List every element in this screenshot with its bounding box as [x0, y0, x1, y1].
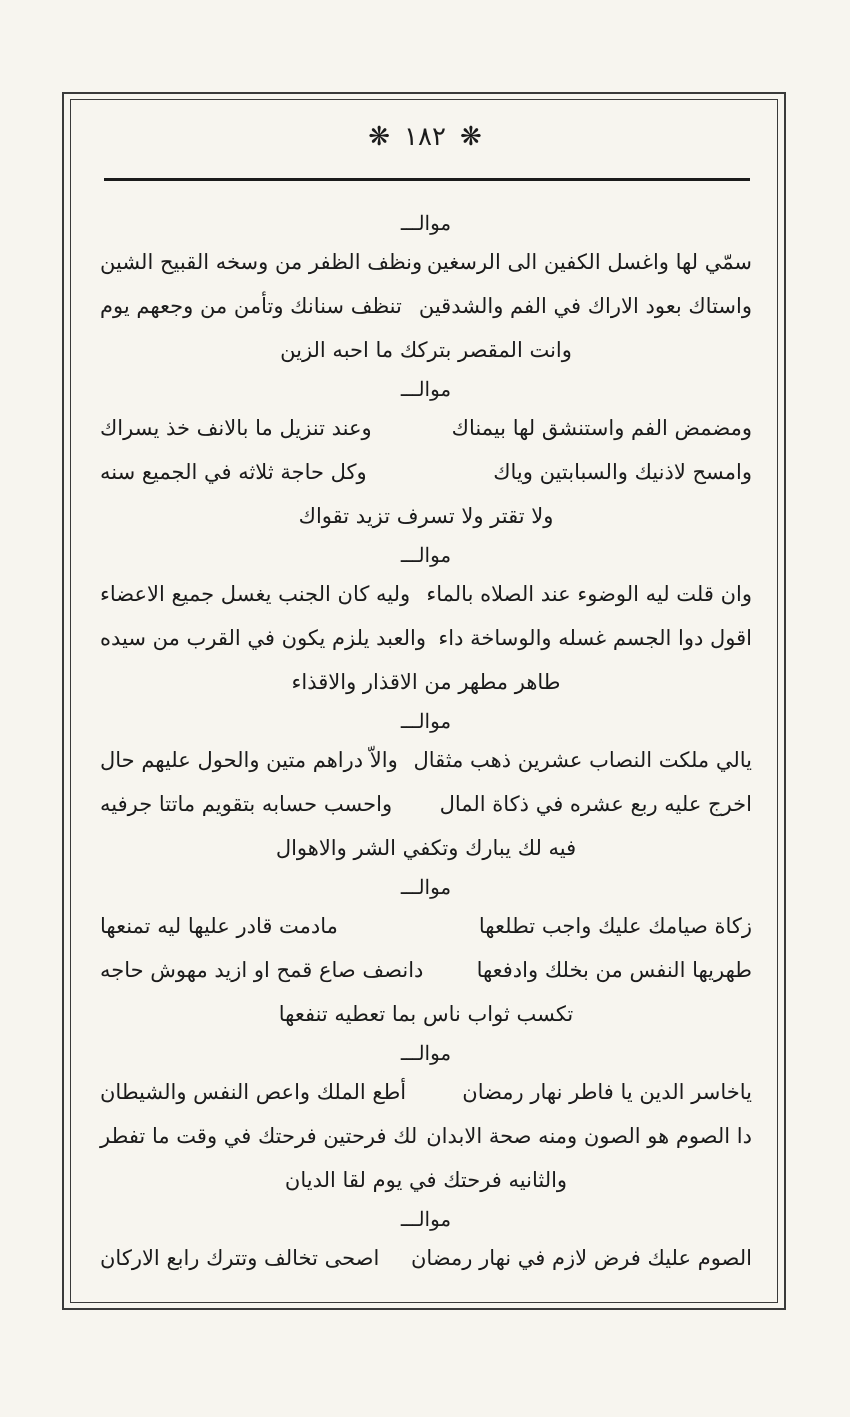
page-header: [0, 122, 850, 152]
verse-line: [100, 494, 752, 538]
stanza: [100, 870, 752, 1036]
verse-first-hemistich: اخرج عليه ربع عشره في ذكاة المال: [439, 792, 752, 816]
verse-line: [100, 1114, 752, 1158]
verse-first-hemistich: وامسح لاذنيك والسبابتين وياك: [493, 460, 752, 484]
verse-first-hemistich: فيه لك يبارك وتكفي الشر والاهوال: [275, 836, 577, 860]
verse-second-hemistich: تنظف سنانك وتأمن من وجعهم يوم: [100, 294, 402, 318]
verse-line: [100, 1236, 752, 1280]
verse-line: [100, 1158, 752, 1202]
stanza-heading: موالـــ: [400, 1041, 452, 1065]
verse-first-hemistich: طاهر مطهر من الاقذار والاقذاء: [291, 670, 561, 694]
verse-second-hemistich: أطع الملك واعص النفس والشيطان: [100, 1080, 407, 1104]
verse-first-hemistich: تكسب ثواب ناس بما تعطيه تنفعها: [278, 1002, 574, 1026]
verse-first-hemistich: ياخاسر الدين يا فاطر نهار رمضان: [462, 1080, 752, 1104]
verse-line: [100, 738, 752, 782]
verse-second-hemistich: وعند تنزيل ما بالانف خذ يسراك: [100, 416, 372, 440]
verse-first-hemistich: واستاك بعود الاراك في الفم والشدقين: [418, 294, 752, 318]
stanza: [100, 1036, 752, 1202]
verse-line: [100, 284, 752, 328]
verse-first-hemistich: طهريها النفس من بخلك وادفعها: [476, 958, 752, 982]
stanza: [100, 538, 752, 704]
poem-body: [100, 206, 752, 1280]
stanza-heading: موالـــ: [400, 211, 452, 235]
verse-first-hemistich: وانت المقصر بتركك ما احبه الزين: [280, 338, 572, 362]
verse-second-hemistich: دانصف صاع قمح او ازيد مهوش حاجه: [100, 958, 424, 982]
ornament-icon: ❋: [459, 122, 482, 152]
verse-second-hemistich: مادمت قادر عليها ليه تمنعها: [100, 914, 338, 938]
verse-line: [100, 826, 752, 870]
verse-line: [100, 450, 752, 494]
verse-first-hemistich: وان قلت ليه الوضوء عند الصلاه بالماء: [426, 582, 752, 606]
verse-first-hemistich: الصوم عليك فرض لازم في نهار رمضان: [410, 1246, 752, 1270]
verse-second-hemistich: وكل حاجة ثلاثه في الجميع سنه: [100, 460, 367, 484]
stanza: [100, 1202, 752, 1280]
verse-first-hemistich: ومضمض الفم واستنشق لها بيمناك: [451, 416, 752, 440]
verse-line: [100, 406, 752, 450]
verse-first-hemistich: ولا تقتر ولا تسرف تزيد تقواك: [298, 504, 554, 528]
stanza-heading: موالـــ: [400, 543, 452, 567]
stanza-heading: موالـــ: [400, 709, 452, 733]
stanza: [100, 206, 752, 372]
verse-line: [100, 660, 752, 704]
verse-second-hemistich: ونظف الظفر من وسخه القبيح الشين: [100, 250, 423, 274]
verse-first-hemistich: زكاة صيامك عليك واجب تطلعها: [478, 914, 752, 938]
stanza: [100, 704, 752, 870]
verse-second-hemistich: والعبد يلزم يكون في القرب من سيده: [100, 626, 426, 650]
stanza-heading: موالـــ: [400, 377, 452, 401]
verse-line: [100, 782, 752, 826]
verse-line: [100, 240, 752, 284]
verse-second-hemistich: واحسب حسابه بتقويم ماتتا جرفيه: [100, 792, 393, 816]
verse-second-hemistich: لك فرحتين فرحتك في وقت ما تفطر: [100, 1124, 418, 1148]
verse-first-hemistich: يالي ملكت النصاب عشرين ذهب مثقال: [413, 748, 752, 772]
verse-first-hemistich: دا الصوم هو الصون ومنه صحة الابدان: [426, 1124, 752, 1148]
verse-line: [100, 572, 752, 616]
verse-line: [100, 992, 752, 1036]
ornament-icon: ❋: [368, 122, 391, 152]
stanza-heading: موالـــ: [400, 1207, 452, 1231]
stanza-heading: موالـــ: [400, 875, 452, 899]
verse-line: [100, 616, 752, 660]
verse-line: [100, 904, 752, 948]
verse-second-hemistich: والاّ دراهم متين والحول عليهم حال: [100, 748, 398, 772]
verse-first-hemistich: اقول دوا الجسم غسله والوساخة داء: [438, 626, 752, 650]
stanza: [100, 372, 752, 538]
verse-line: [100, 328, 752, 372]
page-number: ١٨٢: [404, 122, 446, 152]
verse-first-hemistich: سمّي لها واغسل الكفين الى الرسغين: [426, 250, 752, 274]
header-rule: [104, 178, 750, 181]
verse-second-hemistich: اصحى تخالف وتترك رابع الاركان: [100, 1246, 380, 1270]
verse-line: [100, 948, 752, 992]
verse-second-hemistich: وليه كان الجنب يغسل جميع الاعضاء: [100, 582, 411, 606]
verse-line: [100, 1070, 752, 1114]
verse-first-hemistich: والثانيه فرحتك في يوم لقا الديان: [284, 1168, 568, 1192]
